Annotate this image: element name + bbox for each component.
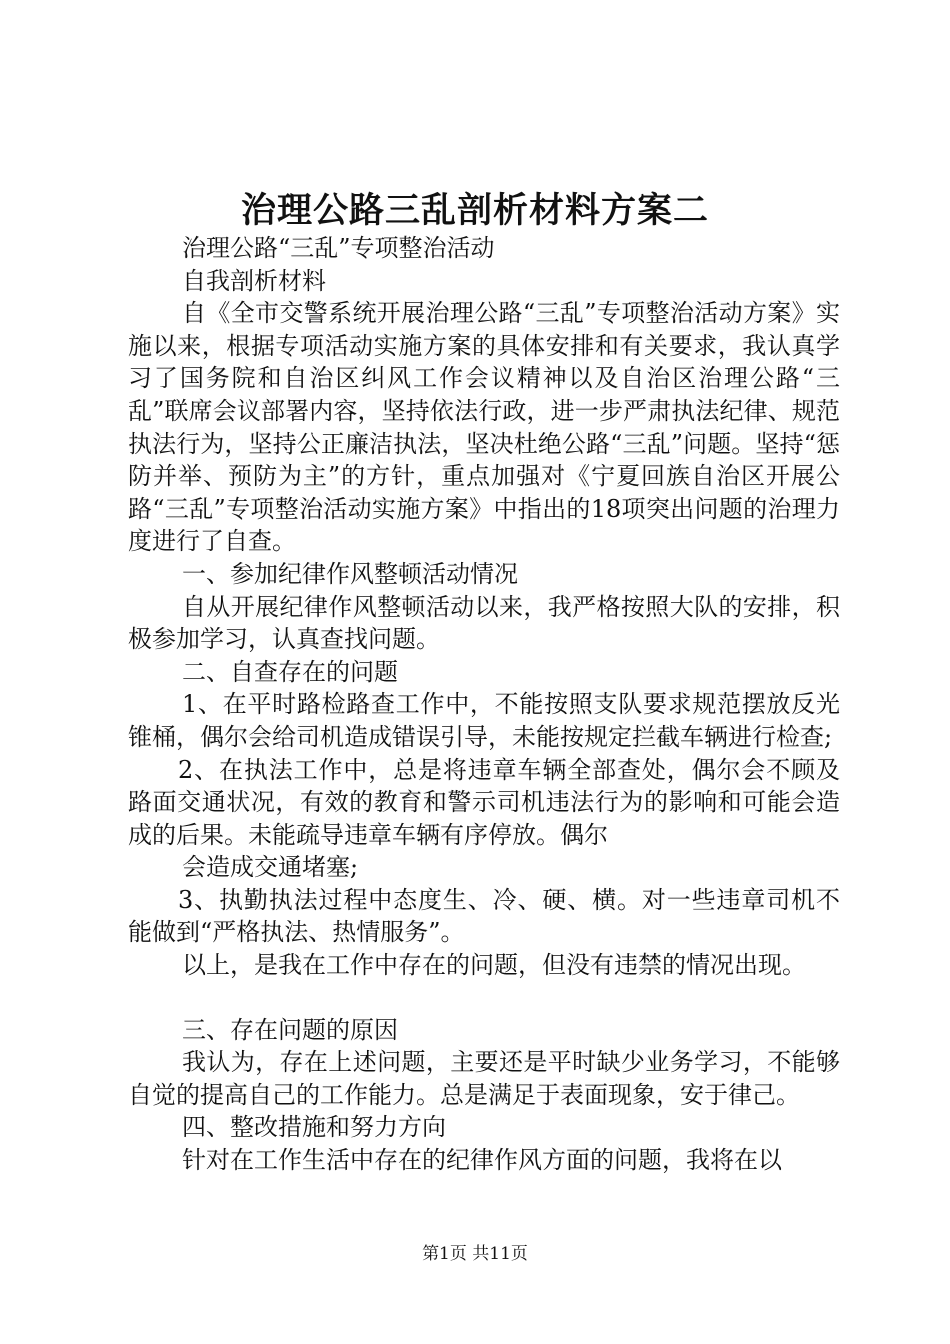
paragraph: 以上，是我在工作中存在的问题，但没有违禁的情况出现。 [182,951,806,980]
paragraph-continuation: 会造成交通堵塞; [182,853,359,882]
document-title: 治理公路三乱剖析材料方案二 [240,190,709,231]
blank-line [128,982,840,1014]
intro-paragraph: 自《全市交警系统开展治理公路“三乱”专项整治活动方案》实施以来，根据专项活动实施方案的具体安排和有关要求，我认真学习了国务院和自治区纠风工作会议精神以及自治区治理公路“三乱”联席会议部署内容，坚持依法行政，进一步严肃执法纪律、规范执法行为，坚持公正廉洁执法，坚决杜绝公路“三乱”问题。坚持“惩防并举、预防为主”的方针，重点加强对《宁夏回族自治区开展公路“三乱”专项整治活动实施方案》中指出的18项突出问题的治理力度进行了自查。 [128,299,840,556]
section-heading-4: 四、整改措施和努力方向 [182,1113,446,1142]
subtitle-line-1: 治理公路“三乱”专项整治活动 [182,234,495,262]
list-item-3: 3、执勤执法过程中态度生、冷、硬、横。对一些违章司机不能做到“严格执法、热情服务”。 [128,885,840,947]
paragraph: 针对在工作生活中存在的纪律作风方面的问题，我将在以 [182,1146,782,1175]
section-heading-3: 三、存在问题的原因 [182,1015,398,1044]
subtitle-line-2: 自我剖析材料 [182,266,326,295]
paragraph: 我认为，存在上述问题，主要还是平时缺少业务学习，不能够自觉的提高自己的工作能力。总是满足于表面现象，安于律己。 [128,1048,840,1109]
paragraph: 自从开展纪律作风整顿活动以来，我严格按照大队的安排，积极参加学习，认真查找问题。 [128,592,840,654]
list-item-2: 2、在执法工作中，总是将违章车辆全部查处，偶尔会不顾及路面交通状况，有效的教育和警示司机违法行为的影响和可能会造成的后果。未能疏导违章车辆有序停放。偶尔 [128,755,840,849]
page-number: 第1页 共11页 [422,1244,528,1264]
list-item-1: 1、在平时路检路查工作中，不能按照支队要求规范摆放反光锥桶，偶尔会给司机造成错误引导，未能按规定拦截车辆进行检查; [128,690,840,751]
section-heading-2: 二、自查存在的问题 [182,657,398,686]
document-body [128,232,840,1177]
section-heading-1: 一、参加纪律作风整顿活动情况 [182,559,518,588]
